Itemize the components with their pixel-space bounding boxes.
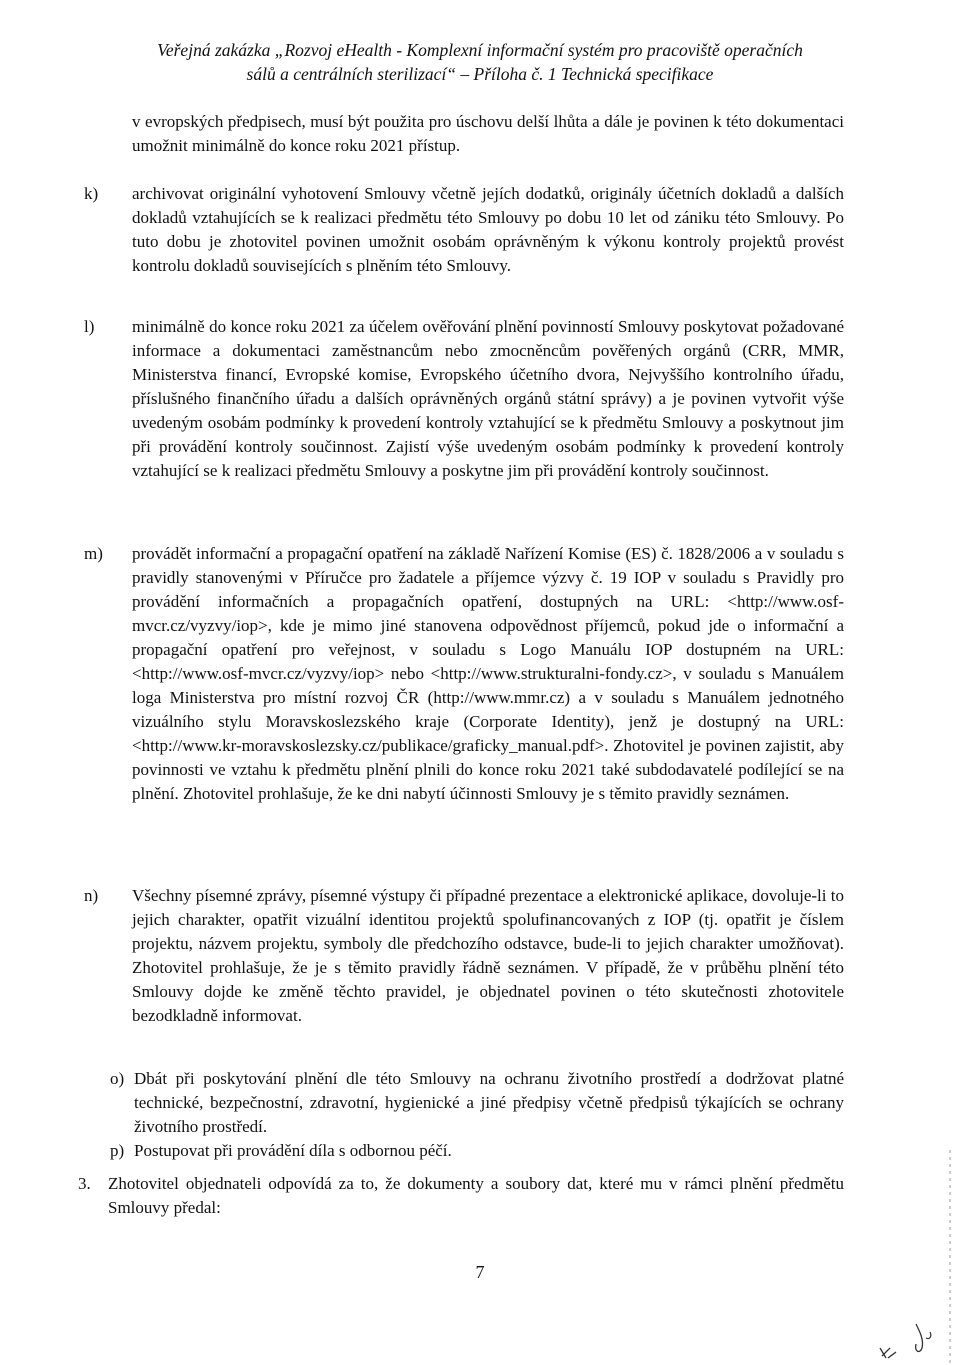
item-text: minimálně do konce roku 2021 za účelem ověřování plnění povinností Smlouvy poskytovat požadované informace a dokumentaci zaměstnancům nebo zmocněncům pověřených orgánů (CRR, MMR, Ministerstva financí, Evropské komise, Evropského účetního dvora, Nejvyššího kontrolního úřadu, příslušného finančního úřadu a dalších oprávněných orgánů státní správy) a je povinen vytvořit výše uvedeným osobám podmínky k provedení kontroly vztahující se k předmětu Smlouvy a poskytnout jim při provádění kontroly součinnost. Zajistí výše uvedeným osobám podmínky k provedení kontroly vztahující se k realizaci předmětu Smlouvy a poskytne jim při provádění kontroly součinnost.: [132, 317, 844, 480]
list-item-n: [84, 884, 844, 1028]
item-text: Dbát při poskytování plnění dle této Smlouvy na ochranu životního prostředí a dodržovat platné technické, bezpečnostní, zdravotní, hygienické a jiné předpisy včetně předpisů týkajících se ochrany životního prostředí.: [134, 1069, 844, 1136]
item-text: archivovat originální vyhotovení Smlouvy včetně jejích dodatků, originály účetních dokladů a dalších dokladů vztahujících se k realizaci předmětu této Smlouvy po dobu 10 let od zániku této Smlouvy. Po tuto dobu je zhotovitel povinen umožnit osobám oprávněným k výkonu kontroly projektů provést kontrolu dokladů souvisejících s plněním této Smlouvy.: [132, 184, 844, 275]
item-label: o): [110, 1069, 125, 1088]
item-label: m): [84, 544, 103, 563]
continuation-paragraph: v evropských předpisech, musí být použita pro úschovu delší lhůta a dále je povinen k této dokumentaci umožnit minimálně do konce roku 2021 přístup.: [132, 112, 844, 155]
header-line-1: Veřejná zakázka „Rozvoj eHealth - Komplexní informační systém pro pracoviště operačních: [157, 40, 803, 60]
list-item-o: [84, 1067, 844, 1139]
item-label: l): [84, 317, 95, 336]
header-line-2: sálů a centrálních sterilizací“ – Příloha č. 1 Technická specifikace: [246, 64, 714, 84]
document-header: [70, 38, 890, 86]
item-label: n): [84, 886, 99, 905]
list-item-l: [84, 315, 844, 483]
item-text: provádět informační a propagační opatření na základě Nařízení Komise (ES) č. 1828/2006 a v souladu s pravidly stanovenými v Příručce pro žadatele a příjemce výzvy č. 19 IOP v souladu s Pravidly pro provádění informačních a propagačních opatření, dostupných na URL: <http://www.osf-mvcr.cz/vyzvy/iop>, kde je mimo jiné stanovena odpovědnost příjemců, pokud jde o informační a propagační opatření pro veřejnost, v souladu s Logo Manuálu IOP dostupném na URL: <http://www.osf-mvcr.cz/vyzvy/iop> nebo <http://www.strukturalni-fondy.cz>, v souladu s Manuálem loga Ministerstva pro místní rozvoj ČR (http://www.mmr.cz) a v souladu s Manuálem jednotného vizuálního stylu Moravskoslezského kraje (Corporate Identity), jenž je dostupný na URL: <http://www.kr-moravskoslezsky.cz/publikace/graficky_manual.pdf>. Zhotovitel je povinen zajistit, aby povinnosti ve vztahu k předmětu plnění plnili do konce roku 2021 také subdodavatelé podílející se na plnění. Zhotovitel prohlašuje, že ke dni nabytí účinnosti Smlouvy je s těmito pravidly seznámen.: [132, 544, 844, 803]
item-label: k): [84, 184, 99, 203]
page-number: 7: [475, 1262, 485, 1282]
item-text: Postupovat při provádění díla s odbornou péčí.: [134, 1141, 452, 1160]
list-item-m: [84, 542, 844, 806]
binding-edge-mark: [948, 1150, 952, 1365]
handwritten-initials: [876, 1318, 946, 1362]
item-text: Všechny písemné zprávy, písemné výstupy či případné prezentace a elektronické aplikace, dovoluje-li to jejich charakter, opatřit vizuální identitou projektů spolufinancovaných z IOP (tj. opatřit je číslem projektu, názvem projektu, symboly dle předchozího odstavce, bude-li to jejich charakter umožňovat). Zhotovitel prohlašuje, že je s těmito pravidly řádně seznámen. V případě, že v průběhu plnění této Smlouvy dojde ke změně těchto pravidel, je objednatel povinen o této skutečnosti zhotovitele bezodkladně informovat.: [132, 886, 844, 1025]
section-number: 3.: [78, 1174, 91, 1193]
section-3: [78, 1172, 844, 1220]
list-item-p: [84, 1139, 844, 1163]
section-text: Zhotovitel objednateli odpovídá za to, že dokumenty a soubory dat, které mu v rámci plnění předmětu Smlouvy předal:: [108, 1174, 844, 1217]
list-item-k: [84, 182, 844, 278]
item-label: p): [110, 1141, 125, 1160]
